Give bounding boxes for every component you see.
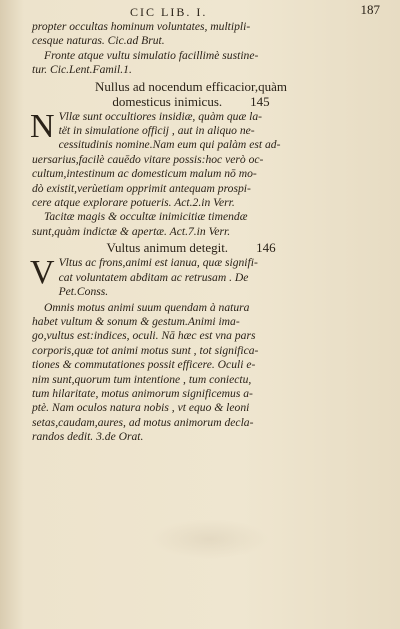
text-line: propter occultas hominum voluntates, multipli- bbox=[32, 20, 251, 33]
text-line: Pet.Conss. bbox=[58, 285, 109, 299]
text-line: Omnis motus animi suum quendam à natura bbox=[44, 300, 250, 314]
text-line: sunt,quàm indictæ & apertæ. Act.7.in Verr. bbox=[32, 224, 231, 238]
running-head: CIC LIB. I. bbox=[130, 5, 208, 19]
citation-paragraph bbox=[32, 20, 350, 49]
text-line: tur. Cic.Lent.Famil.1. bbox=[32, 63, 132, 77]
body-paragraph bbox=[32, 301, 350, 445]
drop-capital: V bbox=[30, 254, 55, 292]
heading-line: Nullus ad nocendum efficacior,quàm bbox=[94, 78, 287, 94]
page-number: 187 bbox=[360, 2, 380, 17]
heading-line bbox=[32, 240, 350, 255]
heading-text: domesticus inimicus. bbox=[112, 93, 223, 109]
text-line: cat voluntatem abditam ac retrusam . De bbox=[58, 270, 249, 284]
section-number: 146 bbox=[256, 240, 276, 256]
text-line: nim sunt,quorum tum intentione , tum coniectu, bbox=[32, 372, 252, 386]
text-line: tiones & commutationes possit efficere. Oculi e- bbox=[32, 358, 256, 372]
heading-text: Vultus animum detegit. bbox=[106, 240, 229, 256]
text-line: uersarius,facilè cauēdo vitare possis:hoc verò oc- bbox=[32, 152, 264, 166]
text-line: go,vultus est:indices, oculi. Nā hæc est vna pars bbox=[32, 329, 256, 343]
ink-bleed-shadow bbox=[150, 519, 270, 559]
text-line: tët in simulatione officij , aut in aliquo ne- bbox=[58, 124, 255, 138]
section-number: 145 bbox=[250, 93, 270, 109]
text-line: Tacitæ magis & occultæ inimicitiæ timendæ bbox=[44, 210, 248, 224]
page-header bbox=[60, 2, 380, 20]
text-line: ptè. Nam oculos natura nobis , vt equo & leoni bbox=[32, 401, 250, 415]
text-line: setas,caudam,aures, ad motus animorum decla- bbox=[32, 415, 254, 429]
heading-line bbox=[32, 94, 350, 109]
text-line: cessitudinis nomine.Nam eum qui palàm est ad- bbox=[58, 138, 281, 152]
text-line: cesque naturas. Cic.ad Brut. bbox=[32, 34, 165, 48]
text-line: Vltus ac frons,animi est ianua, quæ signifi- bbox=[58, 256, 258, 270]
dropcap-paragraph bbox=[32, 256, 350, 299]
text-line: corporis,quæ tot animi motus sunt , tot significa- bbox=[32, 343, 259, 357]
text-line: randos dedit. 3.de Orat. bbox=[32, 430, 144, 444]
drop-capital: N bbox=[30, 107, 55, 145]
text-line: habet vultum & sonum & gestum.Animi ima- bbox=[32, 314, 240, 328]
text-line: Fronte atque vultu simulatio facillimè sustine- bbox=[44, 48, 259, 62]
text-line: cultum,intestinum ac domesticum malum nō mo- bbox=[32, 167, 257, 181]
section-heading bbox=[32, 240, 350, 255]
text-line: tum hilaritate, motus animorum significemus a- bbox=[32, 386, 253, 400]
body-text bbox=[32, 20, 350, 445]
text-line: dò existit,verùetiam opprimit antequam prospi- bbox=[32, 181, 251, 195]
dropcap-paragraph bbox=[30, 107, 350, 240]
text-line: cere atque explorare potueris. Act.2.in Verr. bbox=[32, 196, 235, 210]
section-heading bbox=[32, 79, 350, 109]
text-line: Vllæ sunt occultiores insidiæ, quàm quæ la- bbox=[58, 109, 262, 123]
citation-paragraph bbox=[32, 49, 350, 78]
